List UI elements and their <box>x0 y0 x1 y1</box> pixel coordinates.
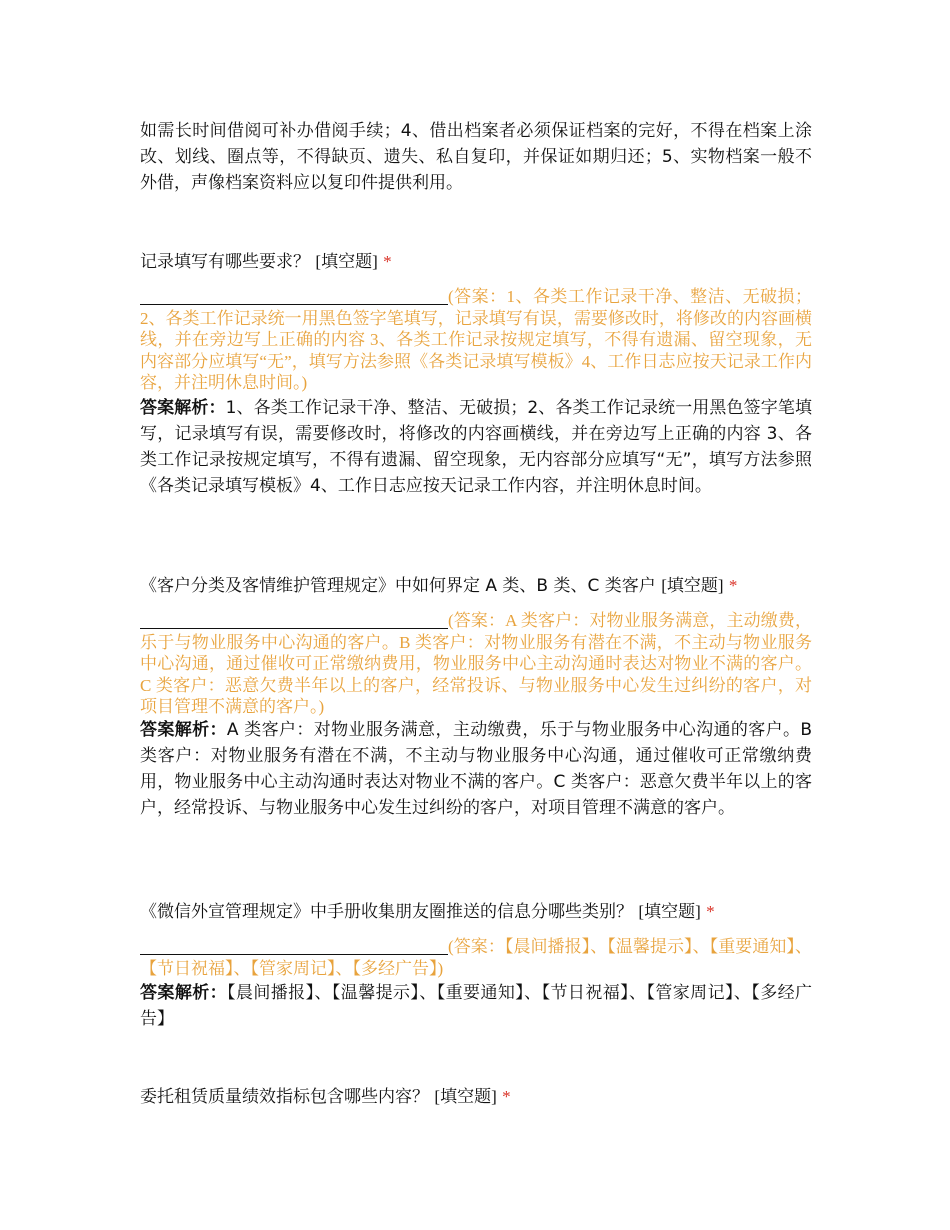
question-text: 委托租赁质量绩效指标包含哪些内容？ <box>140 1087 429 1107</box>
question-type-tag: [填空题] <box>434 1087 497 1106</box>
answer-analysis-text: A 类客户：对物业服务满意，主动缴费，乐于与物业服务中心沟通的客户。B 类客户：对物业服务有潜在不满，不主动与物业服务中心沟通，通过催收可正常缴纳费用，物业服务中心主动沟通时表达对物业不满的客户。C 类客户：恶意欠费半年以上的客户，经常投诉、与物业服务中心发生过纠纷的客户，对项目管理不满意的客户。 <box>140 720 813 818</box>
question-text: 记录填写有哪些要求？ <box>140 252 310 272</box>
question-text: 《微信外宣管理规定》中手册收集朋友圈推送的信息分哪些类别？ <box>140 902 633 922</box>
answer-content: (答案：【晨间播报】、【温馨提示】、【重要通知】、【节日祝福】、【管家周记】、【多经广告】) <box>140 937 812 978</box>
answer-analysis-label: 答案解析： <box>140 720 227 740</box>
answer-text <box>140 936 812 979</box>
required-mark: * <box>383 252 392 271</box>
fill-blank-line[interactable] <box>140 936 448 955</box>
question-type-tag: [填空题] <box>638 902 701 921</box>
answer-content: (答案：A 类客户：对物业服务满意，主动缴费，乐于与物业服务中心沟通的客户。B 类客户：对物业服务有潜在不满，不主动与物业服务中心沟通，通过催收可正常缴纳费用，物业服务中心主动沟通时表达对物业不满的客户。C 类客户：恶意欠费半年以上的客户，经常投诉、与物业服务中心发生过纠纷的客户，对项目管理不满意的客户。) <box>140 611 812 716</box>
fill-blank-line[interactable] <box>140 610 448 629</box>
required-mark: * <box>728 576 738 595</box>
question-type-tag: [填空题] <box>315 252 378 271</box>
answer-analysis <box>140 717 812 821</box>
answer-analysis-label: 答案解析： <box>140 398 226 418</box>
question-type-tag: [填空题] <box>661 576 724 595</box>
answer-text <box>140 286 812 394</box>
answer-analysis-text: 【晨间播报】、【温馨提示】、【重要通知】、【节日祝福】、【管家周记】、【多经广告】 <box>140 983 813 1029</box>
required-mark: * <box>706 902 715 921</box>
answer-text <box>140 610 812 718</box>
answer-analysis-text: 1、各类工作记录干净、整洁、无破损；2、各类工作记录统一用黑色签字笔填写，记录填写有误，需要修改时，将修改的内容画横线，并在旁边写上正确的内容 3、各类工作记录按规定填写，不得有遗漏、留空现象，无内容部分应填写“无”，填写方法参照《各类记录填写模板》4、工作日志应按天记录工作内容，并注明休息时间。 <box>140 398 812 496</box>
fill-blank-line[interactable] <box>140 286 448 305</box>
answer-content: (答案：1、各类工作记录干净、整洁、无破损；2、各类工作记录统一用黑色签字笔填写，记录填写有误，需要修改时，将修改的内容画横线，并在旁边写上正确的内容 3、各类工作记录按规定填写，不得有遗漏、留空现象，无内容部分应填写“无”，填写方法参照《各类记录填写模板》4、工作日志应按天记录工作内容，并注明休息时间。) <box>140 287 812 392</box>
answer-analysis <box>140 395 812 499</box>
answer-analysis <box>140 980 812 1032</box>
required-mark: * <box>502 1087 511 1106</box>
question-title <box>140 249 812 275</box>
question-text: 《客户分类及客情维护管理规定》中如何界定 A 类、B 类、C 类客户 <box>140 576 656 596</box>
question-title <box>140 899 812 925</box>
question-title <box>140 573 812 599</box>
question-title <box>140 1084 812 1110</box>
intro-paragraph: 如需长时间借阅可补办借阅手续；4、借出档案者必须保证档案的完好，不得在档案上涂改、划线、圈点等，不得缺页、遗失、私自复印，并保证如期归还；5、实物档案一般不外借，声像档案资料应以复印件提供利用。 <box>140 121 812 193</box>
answer-analysis-label: 答案解析： <box>140 983 228 1003</box>
